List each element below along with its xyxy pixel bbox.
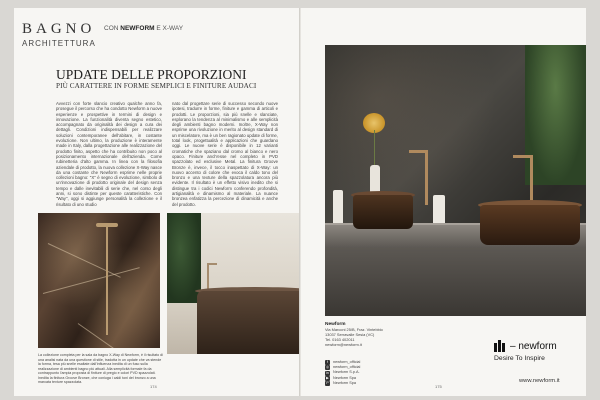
body-column-2: nato dal progettare serie di successo secondo nuove ipotesi, tradurre in forme, finiture e gamma di articoli e prodotti. Le proporzioni, sia più snelle e slanciate, esplorano la tendenza al minimalismo e alle semplicità degli ambienti bagno moderni. Inoltre, X-Way non esprime una rivoluzione in merito al design standard di un miscelatore, ma è un ben ragionato update di forme, total look, progettualità e applicazioni che guardano oggi. Le nuove serie è disponibile in 12 varianti cromatiche che spaziano dal cromo al bianco e nero opaco. Finiture anch'esse nel completo in PVD spazzolato ed esclusive Metal. La finitura Groove Bronze è, invece, il tocco inaspettato di X-Way: un nuovo accento di colore che evoca il caldo tono del bronzo e una texture della spazzolatura ancora più evidente. Il risultato è un effetto visivo inedito che si distingue tra i codici Newform conferendo profondità, artigianalità e dinamismo al materiale. La nuance bronzea enfatizza la percezione di dinamicità e anche del prodotto. bbox=[172, 101, 278, 207]
section-title: BAGNO bbox=[22, 21, 96, 37]
glass-sink-large bbox=[480, 205, 580, 245]
body-column-1: Avvezzi con forte slancio creativo qualche anno fa, prosegue il percorso che ha condotto Newform a nuove esperienze e prospettive in termini di design e innovazione. La funzionalità diventa segno estetico, accompagnato da originalità dei design a cura dei dettagli. Condizioni indispensabili per realizzare soluzioni contemporanee dell'abitare, in costante evoluzione. Non ultimo, la produzione è interamente made in Italy, dalla progettazione alle realizzazione del prodotto finito, aspetto che ha contribuito non poco al posizionamento internazionale dell'azienda. Come rubinetteria d'alto gamma. In linea con la filosofia aziendale di prodotto, la nuova collezione X-Way nasce da una costante che Newform esprime nelle proprie collezioni bagno: "X" è segno di evoluzione, simbolo di un'innovazione di prodotto originale del design senza tempo e dalle inevitabili di serie che, nel corso degli anni, si sono distinte per queste caratteristiche. Con "Way", oggi si aggiunge personalità la collezione e il risultato di uno studio bbox=[56, 101, 162, 207]
page-number-left: 174 bbox=[150, 384, 157, 389]
social-list bbox=[325, 360, 360, 386]
faucet bbox=[425, 150, 428, 205]
website-link[interactable]: www.newform.it bbox=[519, 378, 560, 384]
contact-line: 13037 Serravalle Sesia (VC) bbox=[325, 332, 375, 337]
contact-block bbox=[325, 322, 445, 347]
con-prefix: CON bbox=[104, 25, 119, 32]
brand-block bbox=[494, 340, 557, 362]
contact-line: Via Marconi 25/B, Fraz. Vintebbio bbox=[325, 327, 383, 332]
bathtub bbox=[197, 291, 299, 354]
article-title: UPDATE DELLE PROPORZIONI bbox=[56, 67, 247, 82]
instagram-icon: ◎ bbox=[325, 365, 330, 370]
brand-name: – newform bbox=[510, 340, 557, 352]
con-suffix: E X-WAY bbox=[156, 25, 184, 32]
plant bbox=[525, 45, 586, 185]
bathtub-photo bbox=[167, 213, 299, 354]
page-number-right: 175 bbox=[435, 384, 442, 389]
photo-caption: La collezione completa per la sala da bagno X-Way di Newform, è il risultato di una analisi nata da una questione di stile, tradotta in un update che va stende la forma, tesa più snelle esaltate dall'influenza inedita di un fuso sulla realizzazione di ambienti bagno più attuali. Alla semplicità formale fa da contrappunto l'ampia proposta di finiture di pregio e colori PVD spazzolati. Inedita la finitura Groove Bronze, che coniuga i caldi toni del bronzo a una marcata texture spazzolata. bbox=[38, 353, 163, 384]
social-youtube[interactable]: ▶ Newform Spa bbox=[326, 375, 357, 380]
article-subtitle: PIÙ CARATTERE IN FORME SEMPLICI E FINITURE AUDACI bbox=[56, 82, 257, 90]
social-pinterest[interactable]: P Newform Spa bbox=[326, 380, 357, 385]
faucet bbox=[530, 155, 533, 205]
newform-logo-icon bbox=[494, 340, 506, 352]
section-con-line bbox=[104, 25, 183, 32]
social-instagram[interactable]: ◎ newform_official bbox=[325, 365, 361, 370]
social-linkedin[interactable]: in Newform S.p.A. bbox=[326, 370, 360, 375]
glass-sink-small bbox=[353, 195, 413, 229]
shower-pipe bbox=[106, 225, 108, 335]
facebook-icon: f bbox=[325, 360, 330, 365]
contact-email[interactable]: newform@newform.it bbox=[325, 342, 362, 347]
section-header bbox=[22, 20, 184, 48]
contact-brand: Newform bbox=[325, 322, 346, 327]
brand-logo bbox=[494, 340, 557, 352]
right-page bbox=[301, 8, 586, 396]
sink-hero-photo bbox=[325, 45, 586, 316]
pinterest-icon: P bbox=[326, 380, 329, 385]
con-brand: NEWFORM bbox=[120, 25, 155, 32]
social-facebook[interactable]: f newform_official bbox=[327, 360, 361, 365]
section-subtitle: ARCHITETTURA bbox=[22, 39, 96, 48]
left-page bbox=[14, 8, 299, 396]
youtube-icon: ▶ bbox=[326, 375, 329, 380]
candle bbox=[433, 195, 445, 225]
linkedin-icon: in bbox=[326, 370, 329, 375]
marble-shower-photo bbox=[38, 213, 160, 348]
contact-line: Tel. 0163 402011 bbox=[325, 337, 355, 342]
brand-tagline: Desire To Inspire bbox=[494, 355, 545, 362]
